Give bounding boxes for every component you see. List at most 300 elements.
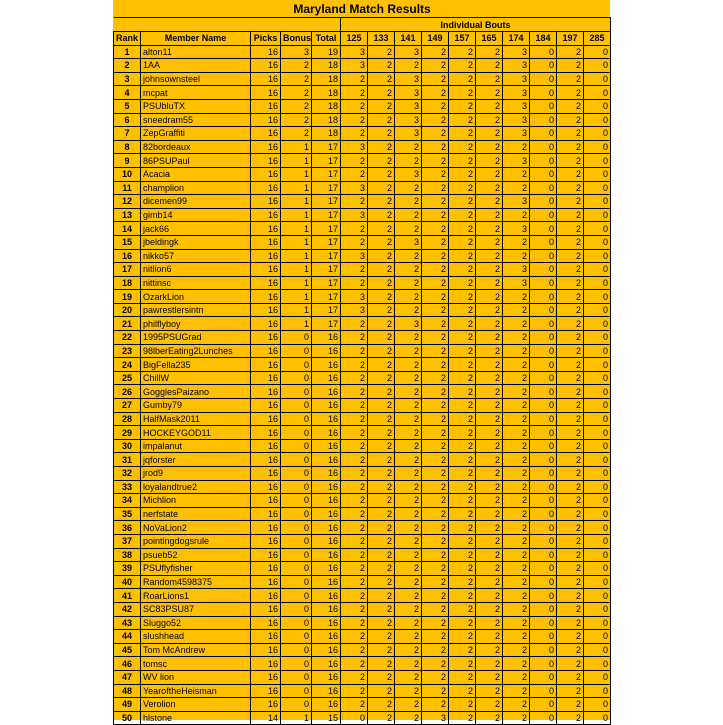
bout-cell: 2 (422, 657, 449, 671)
bout-cell: 0 (584, 616, 611, 630)
bout-cell: 2 (341, 86, 368, 100)
bout-cell: 3 (503, 127, 530, 141)
bout-cell: 0 (530, 263, 557, 277)
bout-cell: 2 (476, 453, 503, 467)
bout-cell: 2 (476, 657, 503, 671)
picks-cell: 16 (251, 453, 281, 467)
picks-cell: 16 (251, 399, 281, 413)
bout-cell: 3 (503, 99, 530, 113)
total-cell: 16 (312, 602, 341, 616)
member-name-cell: gimb14 (141, 208, 251, 222)
bout-cell: 2 (422, 602, 449, 616)
rank-cell: 6 (114, 113, 141, 127)
bout-cell: 0 (530, 684, 557, 698)
bout-cell: 0 (584, 711, 611, 725)
bout-cell: 2 (341, 670, 368, 684)
bout-cell: 2 (368, 684, 395, 698)
bout-cell: 0 (530, 630, 557, 644)
bout-cell: 0 (530, 276, 557, 290)
bout-cell: 2 (395, 439, 422, 453)
total-cell: 16 (312, 480, 341, 494)
total-cell: 17 (312, 235, 341, 249)
bout-cell: 2 (395, 657, 422, 671)
bout-cell: 2 (341, 494, 368, 508)
bout-cell: 2 (395, 290, 422, 304)
bonus-cell: 1 (281, 263, 312, 277)
bout-cell: 2 (503, 657, 530, 671)
bonus-cell: 1 (281, 140, 312, 154)
bout-cell: 2 (449, 113, 476, 127)
bonus-cell: 2 (281, 127, 312, 141)
bout-cell: 2 (557, 290, 584, 304)
table-row (114, 59, 611, 73)
bout-cell: 2 (449, 467, 476, 481)
table-row (114, 99, 611, 113)
bout-cell: 2 (422, 222, 449, 236)
member-name-cell: WV lion (141, 670, 251, 684)
picks-cell: 16 (251, 507, 281, 521)
bout-cell: 2 (341, 235, 368, 249)
bout-cell: 2 (449, 521, 476, 535)
table-row (114, 208, 611, 222)
total-cell: 16 (312, 344, 341, 358)
bout-cell: 0 (530, 167, 557, 181)
bout-cell: 2 (422, 548, 449, 562)
total-cell: 16 (312, 548, 341, 562)
bout-cell: 2 (341, 602, 368, 616)
rank-cell: 40 (114, 575, 141, 589)
bout-cell: 2 (557, 521, 584, 535)
rank-cell: 45 (114, 643, 141, 657)
bout-cell: 2 (503, 208, 530, 222)
bout-cell: 2 (368, 235, 395, 249)
table-row (114, 494, 611, 508)
bonus-cell: 1 (281, 154, 312, 168)
member-name-cell: ZepGraffiti (141, 127, 251, 141)
bonus-cell: 1 (281, 195, 312, 209)
bout-cell: 0 (584, 303, 611, 317)
bout-cell: 2 (368, 426, 395, 440)
bonus-cell: 1 (281, 276, 312, 290)
bout-cell: 0 (530, 344, 557, 358)
bout-cell: 2 (449, 426, 476, 440)
rank-cell: 15 (114, 235, 141, 249)
table-row (114, 670, 611, 684)
bout-cell: 3 (341, 208, 368, 222)
picks-cell: 16 (251, 534, 281, 548)
total-cell: 16 (312, 670, 341, 684)
bout-cell: 2 (395, 412, 422, 426)
picks-cell: 16 (251, 45, 281, 59)
member-name-cell: YearoftheHeisman (141, 684, 251, 698)
rank-cell: 29 (114, 426, 141, 440)
bout-cell: 2 (557, 303, 584, 317)
bonus-cell: 0 (281, 616, 312, 630)
bout-cell: 2 (557, 589, 584, 603)
bout-cell: 2 (395, 263, 422, 277)
bout-cell: 2 (503, 385, 530, 399)
bout-cell: 2 (368, 630, 395, 644)
bout-cell: 2 (557, 575, 584, 589)
total-cell: 18 (312, 113, 341, 127)
bout-cell: 2 (557, 426, 584, 440)
bout-cell: 2 (422, 127, 449, 141)
total-cell: 16 (312, 534, 341, 548)
bout-cell: 2 (341, 616, 368, 630)
bout-cell: 2 (368, 154, 395, 168)
bout-cell: 2 (368, 59, 395, 73)
bout-cell: 2 (476, 99, 503, 113)
bout-cell: 2 (449, 249, 476, 263)
bout-cell: 3 (341, 303, 368, 317)
bout-cell: 2 (368, 140, 395, 154)
rank-cell: 27 (114, 399, 141, 413)
bout-cell: 2 (422, 290, 449, 304)
bout-cell: 2 (368, 276, 395, 290)
bout-cell: 2 (449, 195, 476, 209)
column-header-member: Member Name (141, 32, 251, 46)
table-row (114, 290, 611, 304)
bonus-cell: 0 (281, 521, 312, 535)
bout-cell: 3 (503, 86, 530, 100)
table-row (114, 616, 611, 630)
bout-cell: 2 (476, 602, 503, 616)
bout-cell: 2 (449, 670, 476, 684)
bout-cell: 2 (368, 303, 395, 317)
picks-cell: 16 (251, 412, 281, 426)
picks-cell: 16 (251, 167, 281, 181)
total-cell: 17 (312, 303, 341, 317)
bout-cell: 2 (422, 534, 449, 548)
total-cell: 17 (312, 195, 341, 209)
bout-cell: 2 (449, 399, 476, 413)
picks-cell: 16 (251, 140, 281, 154)
bout-cell: 3 (503, 222, 530, 236)
bout-cell: 2 (557, 249, 584, 263)
bout-cell: 0 (530, 602, 557, 616)
bout-cell: 0 (584, 630, 611, 644)
bout-cell: 2 (476, 507, 503, 521)
total-cell: 16 (312, 453, 341, 467)
bout-cell: 0 (530, 317, 557, 331)
bout-cell: 2 (557, 602, 584, 616)
column-header-weight: 285 (584, 32, 611, 46)
member-name-cell: johnsownsteel (141, 72, 251, 86)
bout-cell: 2 (395, 426, 422, 440)
bonus-cell: 0 (281, 344, 312, 358)
table-row (114, 113, 611, 127)
column-header-weight: 149 (422, 32, 449, 46)
table-row (114, 426, 611, 440)
table-row (114, 657, 611, 671)
picks-cell: 16 (251, 385, 281, 399)
bout-cell: 2 (341, 399, 368, 413)
bout-cell: 2 (476, 467, 503, 481)
member-name-cell: ChillW (141, 371, 251, 385)
bout-cell: 2 (368, 494, 395, 508)
table-row (114, 534, 611, 548)
bout-cell: 0 (341, 711, 368, 725)
bout-cell: 2 (368, 467, 395, 481)
rank-cell: 39 (114, 562, 141, 576)
bout-cell: 2 (341, 412, 368, 426)
bout-cell: 2 (395, 521, 422, 535)
bonus-cell: 2 (281, 99, 312, 113)
bout-cell: 2 (476, 480, 503, 494)
bout-cell: 2 (476, 371, 503, 385)
table-row (114, 602, 611, 616)
bout-cell: 0 (530, 59, 557, 73)
bout-cell: 2 (557, 195, 584, 209)
bout-cell: 3 (395, 86, 422, 100)
bonus-cell: 0 (281, 399, 312, 413)
rank-cell: 30 (114, 439, 141, 453)
bonus-cell: 1 (281, 711, 312, 725)
bonus-cell: 2 (281, 72, 312, 86)
bout-cell: 2 (341, 439, 368, 453)
member-name-cell: tomsc (141, 657, 251, 671)
bout-cell: 2 (557, 643, 584, 657)
bout-cell: 2 (503, 670, 530, 684)
bonus-cell: 0 (281, 589, 312, 603)
bout-cell: 2 (503, 290, 530, 304)
bout-cell: 2 (341, 113, 368, 127)
bout-cell: 2 (557, 534, 584, 548)
bout-cell: 2 (341, 575, 368, 589)
total-cell: 18 (312, 59, 341, 73)
bonus-cell: 0 (281, 630, 312, 644)
bout-cell: 2 (476, 208, 503, 222)
total-cell: 17 (312, 140, 341, 154)
bout-cell: 2 (395, 548, 422, 562)
results-table (113, 0, 611, 725)
bout-cell: 2 (476, 290, 503, 304)
column-header-bonus: Bonus (281, 32, 312, 46)
bout-cell: 2 (422, 589, 449, 603)
bout-cell: 2 (368, 657, 395, 671)
bout-cell: 2 (341, 344, 368, 358)
bout-cell: 2 (557, 127, 584, 141)
rank-cell: 28 (114, 412, 141, 426)
bout-cell: 2 (476, 249, 503, 263)
bout-cell: 0 (584, 181, 611, 195)
bonus-cell: 0 (281, 371, 312, 385)
bout-cell: 2 (422, 45, 449, 59)
bout-cell: 2 (395, 630, 422, 644)
bout-cell: 2 (422, 331, 449, 345)
bout-cell: 2 (395, 208, 422, 222)
member-name-cell: 98lberEating2Lunches (141, 344, 251, 358)
bonus-cell: 0 (281, 548, 312, 562)
bout-cell: 2 (476, 548, 503, 562)
bout-cell: 2 (476, 670, 503, 684)
bout-cell: 2 (476, 630, 503, 644)
table-row (114, 698, 611, 712)
bout-cell: 2 (422, 235, 449, 249)
bout-cell: 0 (584, 208, 611, 222)
bonus-cell: 0 (281, 467, 312, 481)
bout-cell: 2 (503, 521, 530, 535)
bout-cell: 2 (476, 399, 503, 413)
bout-cell: 0 (584, 534, 611, 548)
total-cell: 16 (312, 616, 341, 630)
bonus-cell: 2 (281, 59, 312, 73)
bout-cell: 2 (395, 670, 422, 684)
bout-cell: 2 (368, 439, 395, 453)
total-cell: 17 (312, 222, 341, 236)
bout-cell: 2 (449, 412, 476, 426)
bout-cell: 2 (557, 317, 584, 331)
bout-cell: 0 (530, 249, 557, 263)
bout-cell: 2 (422, 358, 449, 372)
bout-cell: 2 (503, 358, 530, 372)
picks-cell: 14 (251, 711, 281, 725)
bout-cell: 2 (476, 589, 503, 603)
member-name-cell: Sluggo52 (141, 616, 251, 630)
bout-cell: 2 (422, 72, 449, 86)
bout-cell: 3 (341, 140, 368, 154)
bout-cell: 2 (449, 86, 476, 100)
bout-cell: 2 (476, 195, 503, 209)
bout-cell: 2 (449, 45, 476, 59)
rank-cell: 38 (114, 548, 141, 562)
rank-cell: 9 (114, 154, 141, 168)
bout-cell: 0 (530, 208, 557, 222)
picks-cell: 16 (251, 276, 281, 290)
bout-cell: 0 (584, 59, 611, 73)
bout-cell: 2 (422, 371, 449, 385)
bout-cell: 2 (476, 45, 503, 59)
rank-cell: 37 (114, 534, 141, 548)
bout-cell: 0 (584, 439, 611, 453)
bout-cell: 3 (395, 167, 422, 181)
bout-cell: 2 (395, 344, 422, 358)
table-row (114, 140, 611, 154)
bout-cell: 0 (530, 698, 557, 712)
picks-cell: 16 (251, 263, 281, 277)
bout-cell: 0 (530, 534, 557, 548)
bout-cell: 2 (503, 575, 530, 589)
bout-cell: 3 (395, 99, 422, 113)
bout-cell: 0 (530, 222, 557, 236)
bout-cell: 0 (584, 670, 611, 684)
bonus-cell: 0 (281, 480, 312, 494)
bout-cell: 2 (422, 99, 449, 113)
table-row (114, 589, 611, 603)
bout-cell: 2 (422, 344, 449, 358)
member-name-cell: Michlion (141, 494, 251, 508)
bonus-cell: 0 (281, 534, 312, 548)
member-name-cell: GogglesPaizano (141, 385, 251, 399)
picks-cell: 16 (251, 99, 281, 113)
bout-cell: 3 (395, 45, 422, 59)
bout-cell: 2 (449, 99, 476, 113)
bout-cell: 2 (341, 562, 368, 576)
bout-cell: 3 (341, 290, 368, 304)
bout-cell: 2 (449, 331, 476, 345)
bout-cell: 2 (557, 494, 584, 508)
bout-cell: 2 (422, 670, 449, 684)
bout-cell: 2 (449, 698, 476, 712)
bout-cell: 2 (557, 154, 584, 168)
bout-cell: 2 (395, 154, 422, 168)
bout-cell: 2 (341, 480, 368, 494)
bout-cell: 2 (476, 181, 503, 195)
picks-cell: 16 (251, 657, 281, 671)
bout-cell: 0 (530, 331, 557, 345)
bout-cell: 2 (503, 643, 530, 657)
member-name-cell: 82bordeaux (141, 140, 251, 154)
member-name-cell: nikko57 (141, 249, 251, 263)
bout-cell: 2 (476, 616, 503, 630)
bout-cell: 2 (557, 616, 584, 630)
bout-cell: 2 (395, 494, 422, 508)
bout-cell: 2 (341, 698, 368, 712)
bout-cell: 0 (584, 195, 611, 209)
bout-cell: 2 (341, 331, 368, 345)
bout-cell: 0 (530, 72, 557, 86)
bout-cell: 2 (395, 371, 422, 385)
bout-cell: 0 (530, 439, 557, 453)
bout-cell: 3 (503, 276, 530, 290)
bout-cell: 2 (503, 235, 530, 249)
bout-cell: 2 (422, 616, 449, 630)
table-row (114, 562, 611, 576)
bout-cell: 2 (449, 263, 476, 277)
bout-cell: 2 (503, 602, 530, 616)
bout-cell: 2 (368, 412, 395, 426)
bout-cell: 2 (368, 562, 395, 576)
total-cell: 17 (312, 181, 341, 195)
table-row (114, 548, 611, 562)
bout-cell: 0 (584, 222, 611, 236)
bout-cell: 0 (584, 684, 611, 698)
member-name-cell: 1995PSUGrad (141, 331, 251, 345)
bout-cell: 2 (341, 263, 368, 277)
bout-cell: 2 (557, 222, 584, 236)
bout-cell: 0 (584, 643, 611, 657)
bout-cell: 0 (584, 385, 611, 399)
table-row (114, 344, 611, 358)
total-cell: 17 (312, 317, 341, 331)
bout-cell: 0 (584, 358, 611, 372)
member-name-cell: RoarLions1 (141, 589, 251, 603)
bout-cell: 0 (530, 589, 557, 603)
bout-cell: 2 (557, 385, 584, 399)
bout-cell: 0 (530, 494, 557, 508)
table-row (114, 331, 611, 345)
bonus-cell: 1 (281, 249, 312, 263)
bout-cell: 0 (584, 276, 611, 290)
picks-cell: 16 (251, 589, 281, 603)
bout-cell: 2 (368, 195, 395, 209)
bout-cell: 2 (503, 494, 530, 508)
bout-cell: 2 (476, 317, 503, 331)
bout-cell: 0 (584, 453, 611, 467)
bout-cell: 3 (503, 195, 530, 209)
bout-cell: 2 (422, 562, 449, 576)
bout-cell: 2 (476, 426, 503, 440)
bout-cell: 2 (503, 249, 530, 263)
picks-cell: 16 (251, 235, 281, 249)
bout-cell: 2 (395, 467, 422, 481)
bout-cell: 2 (341, 521, 368, 535)
bout-cell: 0 (584, 589, 611, 603)
bout-cell: 0 (584, 140, 611, 154)
table-row (114, 86, 611, 100)
rank-cell: 46 (114, 657, 141, 671)
bout-cell: 2 (476, 643, 503, 657)
